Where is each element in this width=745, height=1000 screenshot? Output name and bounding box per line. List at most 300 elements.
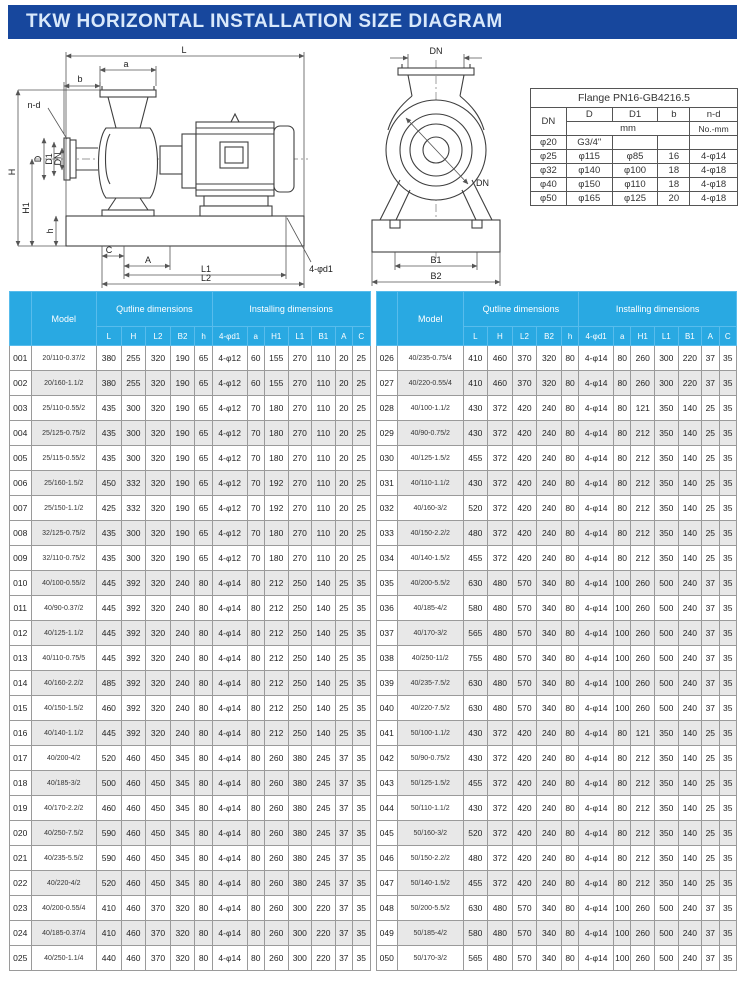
dim-cell: 300 <box>655 346 679 371</box>
column-header: A <box>702 327 719 346</box>
table-row <box>376 596 737 621</box>
row-index: 020 <box>10 821 32 846</box>
dim-cell: 212 <box>631 496 655 521</box>
row-index: 036 <box>376 596 398 621</box>
dim-cell: 240 <box>537 546 562 571</box>
dim-cell: 70 <box>247 546 264 571</box>
dim-cell: 4-φ14 <box>579 946 614 971</box>
dim-cell: 460 <box>97 796 122 821</box>
model-cell: 40/125-1.1/2 <box>31 621 97 646</box>
dim-cell: 500 <box>655 646 679 671</box>
dim-cell: 100 <box>614 946 631 971</box>
dim-cell: 35 <box>719 346 736 371</box>
dim-cell: 80 <box>561 571 578 596</box>
table-row <box>10 596 371 621</box>
flange-cell: 4-φ18 <box>690 178 738 192</box>
model-cell: 50/160-3/2 <box>398 821 464 846</box>
dim-cell: 80 <box>195 846 212 871</box>
table-row <box>10 746 371 771</box>
column-header: B1 <box>312 327 336 346</box>
dim-cell: 350 <box>655 871 679 896</box>
flange-unit-no-mm: No.-mm <box>690 122 738 136</box>
dim-cell: 4-φ14 <box>579 396 614 421</box>
dim-cell: 4-φ14 <box>579 721 614 746</box>
dim-label-b: b <box>77 74 83 84</box>
dim-cell: 110 <box>312 521 336 546</box>
table-row <box>376 446 737 471</box>
model-cell: 25/115-0.55/2 <box>31 446 97 471</box>
dim-cell: 320 <box>170 896 195 921</box>
model-cell: 40/185-0.37/4 <box>31 921 97 946</box>
row-index: 006 <box>10 471 32 496</box>
dim-cell: 35 <box>353 621 370 646</box>
dim-cell: 192 <box>264 471 288 496</box>
dim-cell: 80 <box>561 471 578 496</box>
dim-cell: 4-φ14 <box>579 471 614 496</box>
dim-cell: 80 <box>561 496 578 521</box>
row-index: 019 <box>10 796 32 821</box>
dim-cell: 240 <box>537 796 562 821</box>
dim-cell: 255 <box>121 346 146 371</box>
dim-cell: 25 <box>353 396 370 421</box>
dim-cell: 370 <box>146 896 171 921</box>
table-row <box>10 371 371 396</box>
dim-cell: 4-φ14 <box>212 871 247 896</box>
model-cell: 40/140-1.5/2 <box>398 546 464 571</box>
dim-cell: 260 <box>264 746 288 771</box>
table-row <box>376 671 737 696</box>
dim-cell: 80 <box>561 521 578 546</box>
model-cell: 32/110-0.75/2 <box>31 546 97 571</box>
dim-cell: 80 <box>247 671 264 696</box>
column-header: h <box>561 327 578 346</box>
model-cell: 40/250-1.1/4 <box>31 946 97 971</box>
dim-cell: 192 <box>264 496 288 521</box>
dim-cell: 80 <box>614 746 631 771</box>
dim-cell: 380 <box>288 746 312 771</box>
dim-cell: 190 <box>170 521 195 546</box>
dim-cell: 4-φ14 <box>579 596 614 621</box>
dim-cell: 260 <box>264 946 288 971</box>
table-row <box>10 346 371 371</box>
dim-label-h: h <box>45 228 55 234</box>
model-cell: 40/100-0.55/2 <box>31 571 97 596</box>
dim-cell: 37 <box>702 346 719 371</box>
dim-cell: 500 <box>655 921 679 946</box>
dim-cell: 240 <box>678 596 702 621</box>
dim-cell: 4-φ14 <box>579 571 614 596</box>
dim-cell: 35 <box>353 846 370 871</box>
dim-cell: 4-φ14 <box>579 796 614 821</box>
table-row <box>10 871 371 896</box>
column-header: B1 <box>678 327 702 346</box>
dim-cell: 180 <box>264 521 288 546</box>
dim-cell: 420 <box>512 521 537 546</box>
dim-cell: 4-φ14 <box>579 821 614 846</box>
dim-cell: 25 <box>702 546 719 571</box>
dim-cell: 140 <box>678 821 702 846</box>
dim-cell: 340 <box>537 596 562 621</box>
model-cell: 40/160-2.2/2 <box>31 671 97 696</box>
dim-cell: 212 <box>631 521 655 546</box>
dim-cell: 320 <box>146 721 171 746</box>
dim-cell: 270 <box>288 496 312 521</box>
dim-cell: 630 <box>463 896 488 921</box>
dim-cell: 260 <box>264 871 288 896</box>
dim-label-DN-side: DN <box>476 178 489 188</box>
dim-cell: 4-φ14 <box>212 621 247 646</box>
row-index: 013 <box>10 646 32 671</box>
column-header: L <box>97 327 122 346</box>
dim-cell: 345 <box>170 771 195 796</box>
dim-cell: 65 <box>195 521 212 546</box>
dim-cell: 4-φ14 <box>212 771 247 796</box>
dim-cell: 212 <box>264 571 288 596</box>
dim-cell: 4-φ14 <box>212 596 247 621</box>
dim-cell: 37 <box>702 646 719 671</box>
flange-cell: φ150 <box>566 178 612 192</box>
table-row <box>376 621 737 646</box>
dim-cell: 80 <box>561 746 578 771</box>
dim-cell: 450 <box>97 471 122 496</box>
dim-cell: 430 <box>463 796 488 821</box>
dim-cell: 450 <box>146 821 171 846</box>
dim-cell: 80 <box>195 896 212 921</box>
dim-cell: 300 <box>655 371 679 396</box>
dim-cell: 425 <box>97 496 122 521</box>
dim-cell: 392 <box>121 646 146 671</box>
dim-cell: 4-φ14 <box>212 696 247 721</box>
dim-cell: 190 <box>170 471 195 496</box>
dim-cell: 80 <box>247 571 264 596</box>
dim-cell: 4-φ14 <box>212 921 247 946</box>
dim-cell: 25 <box>353 346 370 371</box>
dim-cell: 260 <box>631 371 655 396</box>
dim-cell: 245 <box>312 871 336 896</box>
dim-cell: 320 <box>146 696 171 721</box>
flange-cell: φ115 <box>566 150 612 164</box>
dim-cell: 140 <box>678 446 702 471</box>
dim-cell: 212 <box>264 671 288 696</box>
table-row <box>376 471 737 496</box>
dim-cell: 35 <box>719 721 736 746</box>
row-index: 034 <box>376 546 398 571</box>
dim-cell: 212 <box>631 871 655 896</box>
dim-cell: 300 <box>288 896 312 921</box>
dim-cell: 480 <box>488 896 513 921</box>
dim-cell: 70 <box>247 471 264 496</box>
dim-cell: 110 <box>312 346 336 371</box>
row-index: 038 <box>376 646 398 671</box>
dim-cell: 35 <box>353 746 370 771</box>
dim-cell: 140 <box>678 746 702 771</box>
table-row <box>376 521 737 546</box>
dim-cell: 350 <box>655 471 679 496</box>
dim-cell: 80 <box>614 871 631 896</box>
dim-cell: 37 <box>702 896 719 921</box>
dim-cell: 25 <box>335 646 352 671</box>
dim-cell: 240 <box>170 696 195 721</box>
dim-cell: 4-φ12 <box>212 471 247 496</box>
dim-cell: 80 <box>247 621 264 646</box>
dim-cell: 460 <box>121 871 146 896</box>
dim-cell: 35 <box>353 821 370 846</box>
dim-cell: 340 <box>537 896 562 921</box>
dim-cell: 260 <box>631 646 655 671</box>
model-cell: 20/110-0.37/2 <box>31 346 97 371</box>
dim-cell: 350 <box>655 771 679 796</box>
dim-cell: 140 <box>678 721 702 746</box>
dim-cell: 320 <box>146 421 171 446</box>
dim-cell: 140 <box>678 521 702 546</box>
dim-cell: 345 <box>170 821 195 846</box>
dim-cell: 500 <box>655 946 679 971</box>
model-cell: 32/125-0.75/2 <box>31 521 97 546</box>
row-index: 046 <box>376 846 398 871</box>
dim-cell: 435 <box>97 521 122 546</box>
flange-cell: 4-φ14 <box>690 150 738 164</box>
dim-cell: 20 <box>335 471 352 496</box>
corner-cell <box>10 292 32 346</box>
row-index: 044 <box>376 796 398 821</box>
dim-cell: 320 <box>537 371 562 396</box>
dim-cell: 4-φ14 <box>579 346 614 371</box>
dim-cell: 4-φ14 <box>579 646 614 671</box>
flange-cell: φ140 <box>566 164 612 178</box>
dim-cell: 372 <box>488 546 513 571</box>
dim-cell: 320 <box>170 921 195 946</box>
dim-cell: 80 <box>247 696 264 721</box>
dim-cell: 340 <box>537 571 562 596</box>
model-cell: 40/170-2.2/2 <box>31 796 97 821</box>
row-index: 018 <box>10 771 32 796</box>
dim-cell: 4-φ12 <box>212 396 247 421</box>
column-header: C <box>719 327 736 346</box>
dim-cell: 25 <box>702 446 719 471</box>
dim-cell: 37 <box>702 371 719 396</box>
dim-cell: 37 <box>335 771 352 796</box>
dim-cell: 35 <box>719 796 736 821</box>
table-row <box>376 721 737 746</box>
dim-cell: 270 <box>288 346 312 371</box>
dim-cell: 4-φ12 <box>212 446 247 471</box>
dim-cell: 80 <box>195 821 212 846</box>
dim-cell: 240 <box>537 446 562 471</box>
model-cell: 40/200-5.5/2 <box>398 571 464 596</box>
model-cell: 25/150-1.1/2 <box>31 496 97 521</box>
dim-cell: 35 <box>353 571 370 596</box>
dim-cell: 320 <box>146 646 171 671</box>
dim-cell: 480 <box>463 521 488 546</box>
dim-cell: 80 <box>614 796 631 821</box>
table-body-left <box>10 346 371 971</box>
dim-cell: 260 <box>264 796 288 821</box>
flange-cell: φ165 <box>566 192 612 206</box>
dim-cell: 190 <box>170 446 195 471</box>
dim-cell: 570 <box>512 571 537 596</box>
dim-cell: 37 <box>702 696 719 721</box>
dim-cell: 320 <box>170 946 195 971</box>
table-row <box>10 646 371 671</box>
dim-cell: 4-φ14 <box>579 746 614 771</box>
dim-cell: 445 <box>97 621 122 646</box>
dim-cell: 35 <box>719 921 736 946</box>
dim-cell: 240 <box>678 571 702 596</box>
flange-cell: 20 <box>658 192 690 206</box>
dim-cell: 4-φ14 <box>579 846 614 871</box>
table-row <box>10 496 371 521</box>
table-row <box>376 571 737 596</box>
dim-cell: 380 <box>97 346 122 371</box>
model-cell: 40/250-7.5/2 <box>31 821 97 846</box>
dim-cell: 345 <box>170 796 195 821</box>
dim-cell: 380 <box>288 846 312 871</box>
dim-cell: 270 <box>288 546 312 571</box>
dim-cell: 430 <box>463 746 488 771</box>
dim-cell: 70 <box>247 446 264 471</box>
dim-cell: 4-φ14 <box>212 646 247 671</box>
table-row <box>376 696 737 721</box>
dim-cell: 350 <box>655 821 679 846</box>
model-cell: 40/110-1.1/2 <box>398 471 464 496</box>
dim-cell: 35 <box>353 771 370 796</box>
flange-row <box>531 150 738 164</box>
dim-cell: 340 <box>537 621 562 646</box>
dim-cell: 190 <box>170 546 195 571</box>
row-index: 032 <box>376 496 398 521</box>
dim-cell: 80 <box>561 946 578 971</box>
table-row <box>10 821 371 846</box>
dim-cell: 455 <box>463 446 488 471</box>
model-cell: 40/185-3/2 <box>31 771 97 796</box>
dim-cell: 372 <box>488 821 513 846</box>
dim-cell: 140 <box>678 796 702 821</box>
dim-cell: 270 <box>288 446 312 471</box>
row-index: 031 <box>376 471 398 496</box>
dim-cell: 410 <box>463 371 488 396</box>
dim-cell: 140 <box>678 871 702 896</box>
dim-cell: 430 <box>463 396 488 421</box>
dim-cell: 240 <box>537 496 562 521</box>
dim-cell: 80 <box>561 796 578 821</box>
dim-cell: 80 <box>614 521 631 546</box>
dim-cell: 300 <box>121 396 146 421</box>
table-row <box>376 396 737 421</box>
dim-cell: 460 <box>121 821 146 846</box>
dim-cell: 372 <box>488 496 513 521</box>
dim-cell: 37 <box>702 621 719 646</box>
flange-col-nd: n-d <box>690 108 738 122</box>
dim-cell: 420 <box>512 421 537 446</box>
row-index: 002 <box>10 371 32 396</box>
dim-cell: 240 <box>678 671 702 696</box>
dim-cell: 260 <box>631 621 655 646</box>
dim-cell: 220 <box>678 371 702 396</box>
dim-cell: 80 <box>195 771 212 796</box>
dim-cell: 80 <box>247 771 264 796</box>
dim-cell: 410 <box>463 346 488 371</box>
dim-cell: 25 <box>702 496 719 521</box>
table-row <box>10 571 371 596</box>
dim-label-DN: DN <box>53 152 63 166</box>
dim-cell: 80 <box>561 671 578 696</box>
dim-cell: 4-φ14 <box>212 721 247 746</box>
dim-cell: 255 <box>121 371 146 396</box>
table-row <box>376 346 737 371</box>
dim-cell: 4-φ12 <box>212 371 247 396</box>
table-row <box>10 721 371 746</box>
dim-cell: 37 <box>702 921 719 946</box>
dim-cell: 140 <box>678 471 702 496</box>
dim-cell: 80 <box>561 696 578 721</box>
dim-cell: 140 <box>312 571 336 596</box>
dim-cell: 440 <box>97 946 122 971</box>
dim-cell: 190 <box>170 421 195 446</box>
dim-cell: 35 <box>353 796 370 821</box>
row-index: 004 <box>10 421 32 446</box>
dim-cell: 485 <box>97 671 122 696</box>
dim-cell: 250 <box>288 621 312 646</box>
dim-cell: 430 <box>463 471 488 496</box>
row-index: 009 <box>10 546 32 571</box>
dim-cell: 80 <box>561 646 578 671</box>
dim-cell: 270 <box>288 421 312 446</box>
dim-cell: 212 <box>264 596 288 621</box>
column-header: h <box>195 327 212 346</box>
dim-cell: 250 <box>288 596 312 621</box>
dim-cell: 455 <box>463 771 488 796</box>
flange-cell: φ32 <box>531 164 567 178</box>
dim-cell: 240 <box>537 771 562 796</box>
dim-cell: 25 <box>335 721 352 746</box>
table-row <box>376 371 737 396</box>
dim-cell: 25 <box>702 721 719 746</box>
outline-dimensions-header: Qutline dimensions <box>463 292 579 327</box>
dim-cell: 580 <box>463 596 488 621</box>
dim-cell: 80 <box>247 921 264 946</box>
dim-cell: 460 <box>121 771 146 796</box>
dim-cell: 392 <box>121 571 146 596</box>
flange-col-d: D <box>566 108 612 122</box>
dim-cell: 240 <box>537 471 562 496</box>
model-cell: 50/170-3/2 <box>398 946 464 971</box>
model-column-header: Model <box>31 292 97 346</box>
dim-cell: 340 <box>537 671 562 696</box>
table-row <box>10 921 371 946</box>
dim-cell: 320 <box>146 571 171 596</box>
model-cell: 40/200-0.55/4 <box>31 896 97 921</box>
dim-cell: 240 <box>537 846 562 871</box>
column-header: H <box>488 327 513 346</box>
dim-cell: 345 <box>170 871 195 896</box>
dim-cell: 590 <box>97 821 122 846</box>
dim-cell: 37 <box>335 821 352 846</box>
table-row <box>10 471 371 496</box>
dim-cell: 4-φ14 <box>212 896 247 921</box>
row-index: 035 <box>376 571 398 596</box>
installing-dimensions-header: Installing dimensions <box>579 292 737 327</box>
dim-cell: 35 <box>719 821 736 846</box>
column-header: 4-φd1 <box>579 327 614 346</box>
dim-cell: 37 <box>702 946 719 971</box>
dim-cell: 450 <box>146 846 171 871</box>
dim-cell: 4-φ14 <box>212 821 247 846</box>
dim-cell: 25 <box>702 846 719 871</box>
dim-cell: 392 <box>121 721 146 746</box>
dim-cell: 140 <box>312 596 336 621</box>
dim-cell: 580 <box>463 921 488 946</box>
dim-cell: 460 <box>121 796 146 821</box>
